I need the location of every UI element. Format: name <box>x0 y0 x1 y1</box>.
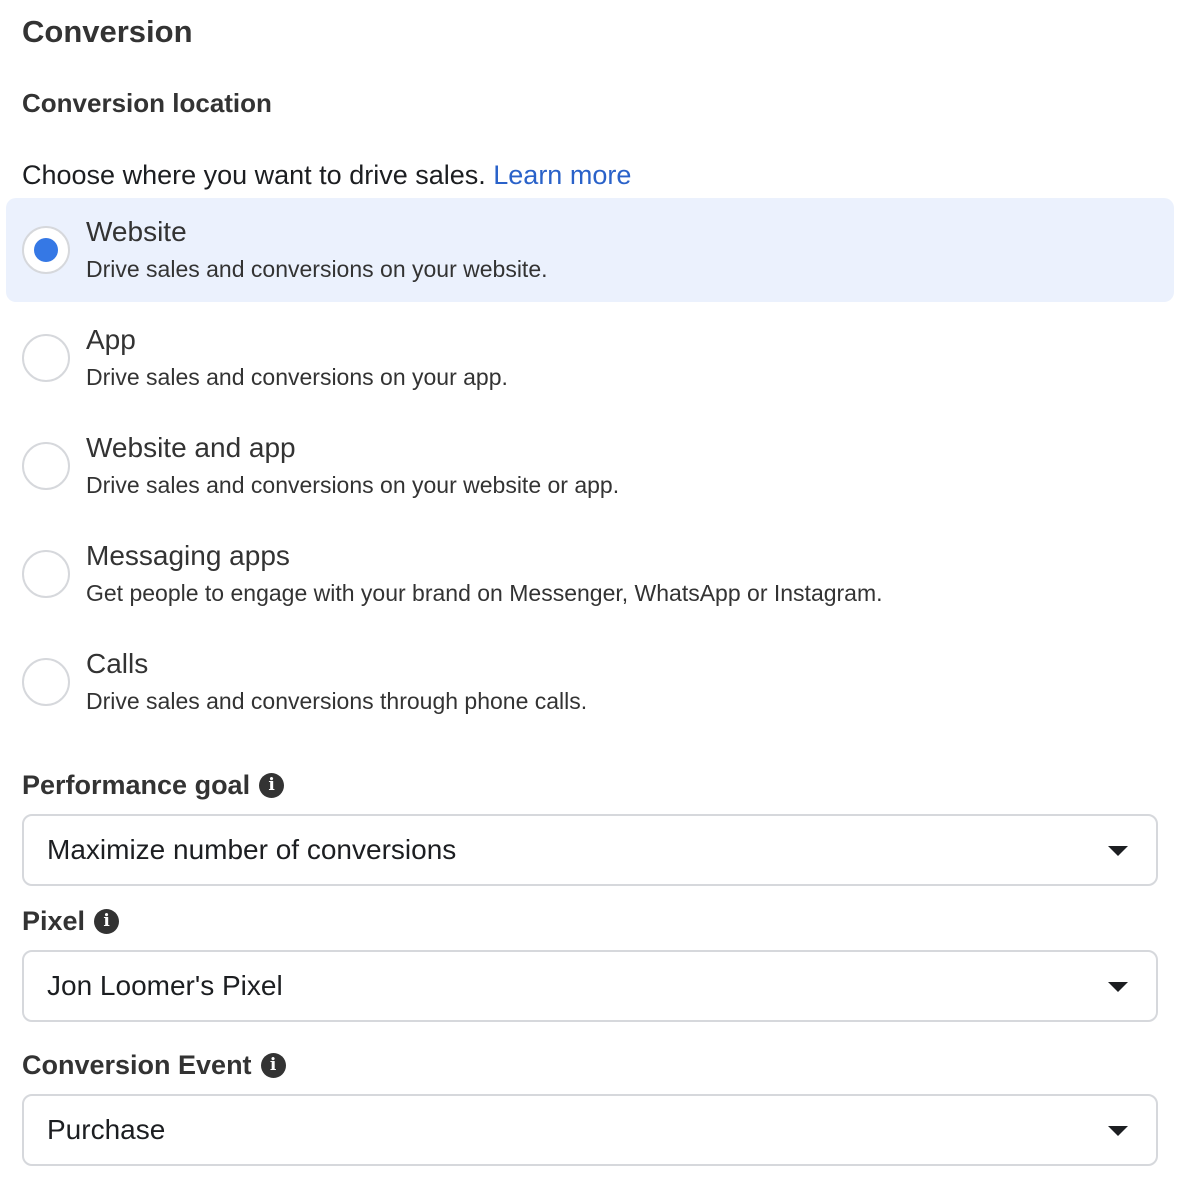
performance-goal-label <box>22 770 284 801</box>
option-app[interactable] <box>6 306 1174 410</box>
option-label: App <box>86 324 136 355</box>
intro-text-row <box>22 160 631 191</box>
conversion-event-select[interactable] <box>22 1094 1158 1166</box>
caret-down-icon <box>1108 982 1128 992</box>
conversion-event-label-text: Conversion Event <box>22 1050 252 1080</box>
section-title: Conversion <box>22 14 193 49</box>
caret-down-icon <box>1108 1126 1128 1136</box>
performance-goal-label-text: Performance goal <box>22 770 251 800</box>
conversion-event-label <box>22 1050 286 1081</box>
radio-calls[interactable] <box>22 658 70 706</box>
option-website[interactable] <box>6 198 1174 302</box>
performance-goal-value: Maximize number of conversions <box>47 834 457 865</box>
pixel-select[interactable] <box>22 950 1158 1022</box>
pixel-label <box>22 906 119 937</box>
option-label: Messaging apps <box>86 540 290 571</box>
option-label: Website and app <box>86 432 296 463</box>
info-icon[interactable]: i <box>261 1053 286 1078</box>
option-label: Website <box>86 216 187 247</box>
option-description: Drive sales and conversions on your app. <box>86 364 508 390</box>
option-calls[interactable] <box>6 630 1174 734</box>
info-icon[interactable]: i <box>259 773 284 798</box>
option-messaging-apps[interactable] <box>6 522 1174 626</box>
info-icon[interactable]: i <box>94 909 119 934</box>
radio-messaging-apps[interactable] <box>22 550 70 598</box>
option-description: Drive sales and conversions on your website or app. <box>86 472 620 498</box>
radio-website-and-app[interactable] <box>22 442 70 490</box>
performance-goal-select[interactable] <box>22 814 1158 886</box>
option-label: Calls <box>86 648 149 679</box>
option-website-and-app[interactable] <box>6 414 1174 518</box>
radio-app[interactable] <box>22 334 70 382</box>
pixel-label-text: Pixel <box>22 906 86 936</box>
conversion-location-options <box>6 198 1174 738</box>
conversion-location-title: Conversion location <box>22 88 272 118</box>
option-description: Drive sales and conversions on your website. <box>86 256 548 282</box>
conversion-event-value: Purchase <box>47 1114 166 1145</box>
learn-more-link[interactable]: Learn more <box>493 160 632 190</box>
intro-text: Choose where you want to drive sales. <box>22 160 486 190</box>
pixel-value: Jon Loomer's Pixel <box>47 970 283 1001</box>
option-description: Get people to engage with your brand on Messenger, WhatsApp or Instagram. <box>86 580 883 606</box>
radio-website[interactable] <box>22 226 70 274</box>
option-description: Drive sales and conversions through phone calls. <box>86 688 588 714</box>
caret-down-icon <box>1108 846 1128 856</box>
